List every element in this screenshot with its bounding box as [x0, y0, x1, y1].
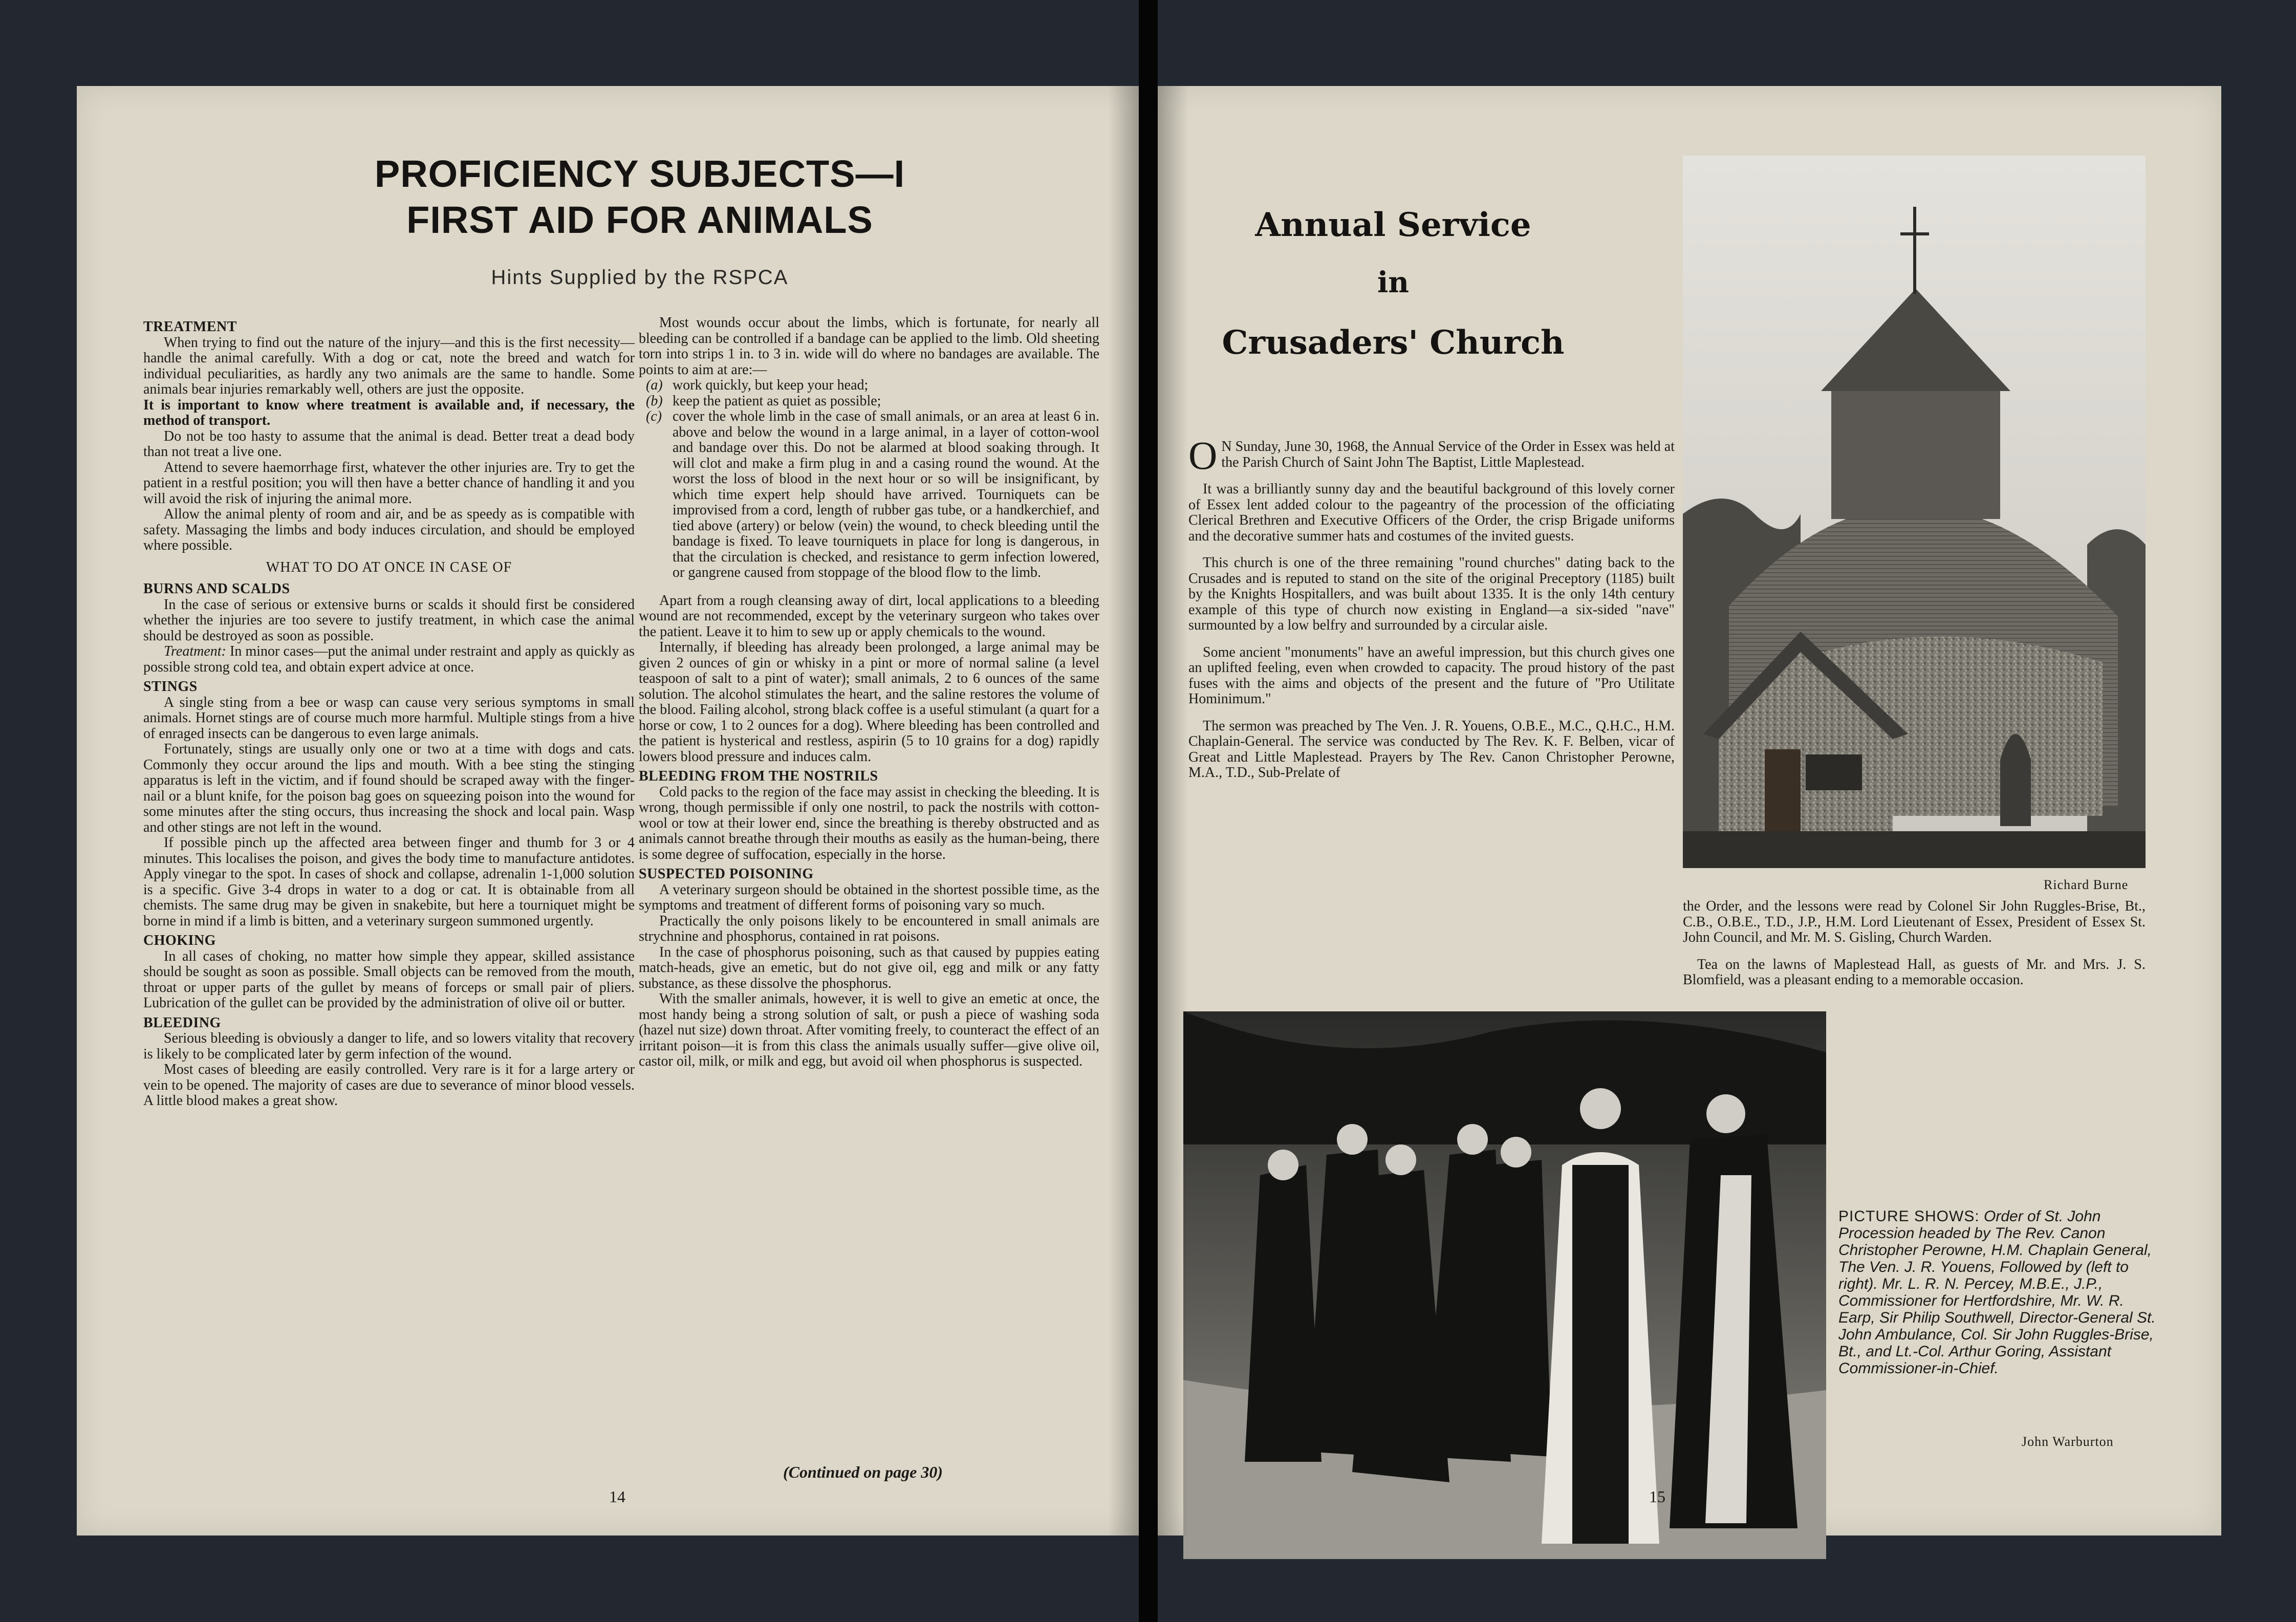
- paragraph: A single sting from a bee or wasp can cause very serious symptoms in small animals. Hornet stings are of course much more harmful. Multiple stings from a hive of enraged insects can be dangerous to even large animals.: [143, 694, 635, 742]
- points-list: [639, 378, 1099, 581]
- paragraph-bold: It is important to know where treatment is available and, if necessary, the method of transport.: [143, 397, 635, 428]
- paragraph: If possible pinch up the affected area between finger and thumb for 3 or 4 minutes. This localises the poison, and gives the body time to manufacture antidotes. Apply vinegar to the spot. In cases of shock and collapse, adrenalin 1-1,000 solution is a specific. Give 3-4 drops in water to a dog or cat. It is obtainable from all chemists. The same drug may be given in snakebite, but here a tourniquet might be borne in mind if a limb is bitten, and a veterinary surgeon summoned urgently.: [143, 835, 635, 929]
- list-marker: (b): [646, 393, 663, 409]
- paragraph: Some ancient "monuments" have an aweful impression, but this church gives one an uplifted feeling, even when crowded to capacity. The proud history of the past fuses with the aims and objects of the present and the future of "Pro Utilitate Hominimum.": [1188, 644, 1675, 707]
- paragraph: The sermon was preached by The Ven. J. R. Youens, O.B.E., M.C., Q.H.C., H.M. Chaplain-General. The service was conducted by The Rev. K. F. Belben, vicar of Great and Little Maplestead. Prayers by The Rev. Canon Christopher Perowne, M.A., T.D., Sub-Prelate of: [1188, 718, 1675, 781]
- section-heading: STINGS: [143, 679, 198, 695]
- section-heading: CHOKING: [143, 933, 216, 948]
- right-page: [1158, 86, 2221, 1536]
- paragraph: A veterinary surgeon should be obtained in the shortest possible time, as the symptoms and treatment of different forms of poisoning vary so much.: [639, 881, 1099, 913]
- left-page: [77, 86, 1139, 1536]
- page-number: 15: [1649, 1487, 1665, 1506]
- section-heading: SUSPECTED POISONING: [639, 866, 814, 882]
- list-marker: (c): [646, 408, 662, 424]
- paragraph: Serious bleeding is obviously a danger to life, and so lowers vitality that recovery is likely to be complicated later by germ infection of the wound.: [143, 1030, 635, 1062]
- section-heading-centered: WHAT TO DO AT ONCE IN CASE OF: [266, 559, 512, 575]
- list-item: [639, 378, 1099, 394]
- photo-caption: [1838, 1208, 2156, 1377]
- paragraph: Most cases of bleeding are easily controlled. Very rare is it for a large artery or vein to be opened. The majority of cases are due to severance of minor blood vessels. A little blood makes a great show.: [143, 1062, 635, 1109]
- gutter-shadow: [1158, 86, 1188, 1536]
- church-illustration: [1683, 156, 2146, 868]
- paragraph-first: [1188, 433, 1675, 478]
- photo-credit: Richard Burne: [2044, 877, 2129, 892]
- paragraph: [143, 644, 635, 675]
- procession-illustration: [1183, 1011, 1826, 1559]
- subhead: Hints Supplied by the RSPCA: [491, 266, 789, 289]
- article-column-2: [639, 315, 1099, 1070]
- paragraph: In the case of phosphorus poisoning, such as that caused by puppies eating match-heads, give an emetic, but do not give oil, egg and milk or any fatty substance, as these dissolve the phosphorus.: [639, 944, 1099, 991]
- article-column-1: [143, 315, 635, 1109]
- list-text: cover the whole limb in the case of small animals, or an area at least 6 in. above and below the wound in a large animal, in a layer of cotton-wool and bandage over this. Do not be alarmed at blood soaking through. It will clot and make a firm plug in and a casing round the wound. At the worst the loss of blood in the next hour or so will be insignificant, by which time expert help should have arrived. Tourniquets can be improvised from a cord, length of rubber gas tube, or a handkerchief, and tied above (artery) or below (vein) the wound, to check bleeding until the bandage is fixed. To leave tourniquets in place for long is dangerous, in that the circulation is checked, and resistance to germ infection lowered, or gangrene caused from stoppage of the blood flow to the limb.: [673, 408, 1099, 580]
- paragraph: Fortunately, stings are usually only one or two at a time with dogs and cats. Commonly they occur around the lips and mouth. With a bee sting the stinging apparatus is left in the victim, and if found should be scraped away with the finger-nail or a blunt knife, for the poison bag goes on squeezing poison into the wound for some minutes after the sting occurs, thus increasing the shock and local pain. Wasp and other stings are not left in the wound.: [143, 741, 635, 835]
- paragraph: the Order, and the lessons were read by Colonel Sir John Ruggles-Brise, Bt., C.B., O.B.E., T.D., J.P., H.M. Lord Lieutenant of Essex, President of Essex St. John Council, and Mr. M. S. Gisling, Church Warden.: [1683, 898, 2146, 945]
- article-column-right: [1188, 433, 1675, 792]
- procession-photo: [1183, 1011, 1826, 1559]
- article-title-line3: Crusaders' Church: [1222, 323, 1565, 362]
- paragraph: In all cases of choking, no matter how simple they appear, skilled assistance should be sought as soon as possible. Small objects can be removed from the mouth, throat or upper parts of the gullet by means of forceps or small pair of pliers. Lubrication of the gullet can be provided by the administration of olive oil or butter.: [143, 948, 635, 1011]
- caption-text: Order of St. John Procession headed by The Rev. Canon Christopher Perowne, H.M. Chaplain General, The Ven. J. R. Youens, Followed by (left to right). Mr. L. R. N. Percey, M.B.E., J.P., Commissioner for Hertfordshire, Mr. W. R. Earp, Sir Philip Southwell, Director-General St. John Ambulance, Col. Sir John Ruggles-Brise, Bt., and Lt.-Col. Arthur Goring, Assistant Commissioner-in-Chief.: [1838, 1208, 2156, 1377]
- section-heading: BLEEDING: [143, 1014, 221, 1031]
- church-photo: [1683, 156, 2146, 868]
- gutter-shadow: [1108, 86, 1139, 1536]
- paragraph: When trying to find out the nature of the injury—and this is the first necessity—handle the animal carefully. With a dog or cat, note the breed and watch for individual peculiarities, as hardly any two animals are the same to handle. Some animals bear injuries remarkably well, others are just the opposite.: [143, 334, 635, 397]
- paragraph: Attend to severe haemorrhage first, whatever the other injuries are. Try to get the patient in a restful position; you will then have a better chance of handling it and you will avoid the risk of injuring the animal more.: [143, 459, 635, 507]
- paragraph: Practically the only poisons likely to be encountered in small animals are strychnine and phosphorus, contained in rat poisons.: [639, 913, 1099, 944]
- caption-lead: PICTURE SHOWS:: [1838, 1208, 1980, 1225]
- spine-gutter: [1139, 0, 1158, 1622]
- first-paragraph-text: N Sunday, June 30, 1968, the Annual Service of the Order in Essex was held at the Parish Church of Saint John The Baptist, Little Maplestead.: [1221, 439, 1675, 470]
- paragraph: Allow the animal plenty of room and air, and be as speedy as is compatible with safety. Massaging the limbs and body induces circulation, and should be employed where possible.: [143, 506, 635, 553]
- paragraph: Tea on the lawns of Maplestead Hall, as guests of Mr. and Mrs. J. S. Blomfield, was a pleasant ending to a memorable occasion.: [1683, 956, 2146, 988]
- paragraph: Do not be too hasty to assume that the animal is dead. Better treat a dead body than not treat a live one.: [143, 428, 635, 460]
- article-column-continued: [1683, 899, 2146, 1000]
- paragraph: This church is one of the three remaining "round churches" dating back to the Crusades and is reputed to stand on the site of the original Preceptory (1185) built by the Knights Hospitallers, and was built about 1335. It is the only 14th century example of this type of church now existing in England—a six-sided "nave" surmounted by a low belfry and surrounded by a circular aisle.: [1188, 555, 1675, 633]
- continued-note: (Continued on page 30): [783, 1463, 943, 1481]
- list-item: [639, 409, 1099, 581]
- list-item: [639, 394, 1099, 409]
- headline-line2: FIRST AID FOR ANIMALS: [406, 199, 873, 241]
- list-text: keep the patient as quiet as possible;: [673, 393, 881, 409]
- treatment-text: In minor cases—put the animal under restraint and apply as quickly as possible strong cold tea, and obtain expert advice at once.: [143, 643, 635, 675]
- section-heading: BLEEDING FROM THE NOSTRILS: [639, 768, 878, 784]
- list-marker: (a): [646, 377, 663, 393]
- page-number: 14: [609, 1487, 625, 1506]
- article-title-line1: Annual Service: [1255, 206, 1531, 244]
- section-heading: TREATMENT: [143, 319, 237, 335]
- section-heading: BURNS AND SCALDS: [143, 581, 290, 597]
- drop-cap: O: [1188, 433, 1218, 478]
- photo-credit: John Warburton: [2022, 1434, 2114, 1449]
- paragraph: With the smaller animals, however, it is well to give an emetic at once, the most handy being a strong solution of salt, or push a piece of washing soda (hazel nut size) down throat. After vomiting freely, to counteract the effect of an irritant poison—it is from this class the animals usually suffer—give olive oil, castor oil, milk, or milk and egg, but avoid oil when phosphorus is suspected.: [639, 991, 1099, 1069]
- list-text: work quickly, but keep your head;: [673, 377, 869, 393]
- headline-line1: PROFICIENCY SUBJECTS—I: [374, 153, 905, 195]
- article-title-line2: in: [1377, 266, 1409, 299]
- paragraph: Cold packs to the region of the face may assist in checking the bleeding. It is wrong, though permissible if only one nostril, to pack the nostrils with cotton-wool or tow at their lower end, since the breathing is thereby obstructed and as animals cannot breathe through their mouths as easily as the human-being, there is some degree of suffocation, especially in the horse.: [639, 784, 1099, 862]
- paragraph: It was a brilliantly sunny day and the beautiful background of this lovely corner of Essex lent added colour to the pageantry of the procession of the officiating Clerical Brethren and Executive Officers of the Order, the crisp Brigade uniforms and the decorative summer hats and costumes of the invited guests.: [1188, 481, 1675, 544]
- paragraph: Most wounds occur about the limbs, which is fortunate, for nearly all bleeding can be controlled if a bandage can be applied to the limb. Old sheeting torn into strips 1 in. to 3 in. wide will do where no bandages are available. The points to aim at are:—: [639, 315, 1099, 378]
- paragraph: Apart from a rough cleansing away of dirt, local applications to a bleeding wound are not recommended, except by the veterinary surgeon who takes over the patient. Leave it to him to sew up or apply chemicals to the wound.: [639, 592, 1099, 640]
- paragraph: Internally, if bleeding has already been prolonged, a large animal may be given 2 ounces of gin or whisky in a pint or more of normal saline (a level teaspoon of salt to a pint of water); small animals, 2 to 6 ounces of the same solution. The alcohol stimulates the heart, and the saline restores the volume of the blood. Failing alcohol, strong black coffee is a useful stimulant (a quart for a horse or cow, 1 to 2 ounces for a dog). Where bleeding has been controlled and the patient is hysterical and restless, aspirin (5 to 10 grains for a dog) rapidly lowers blood pressure and induces calm.: [639, 639, 1099, 765]
- treatment-label: Treatment:: [164, 643, 226, 659]
- paragraph: In the case of serious or extensive burns or scalds it should first be considered whether the injuries are too severe to justify treatment, in which case the animal should be destroyed as soon as possible.: [143, 596, 635, 644]
